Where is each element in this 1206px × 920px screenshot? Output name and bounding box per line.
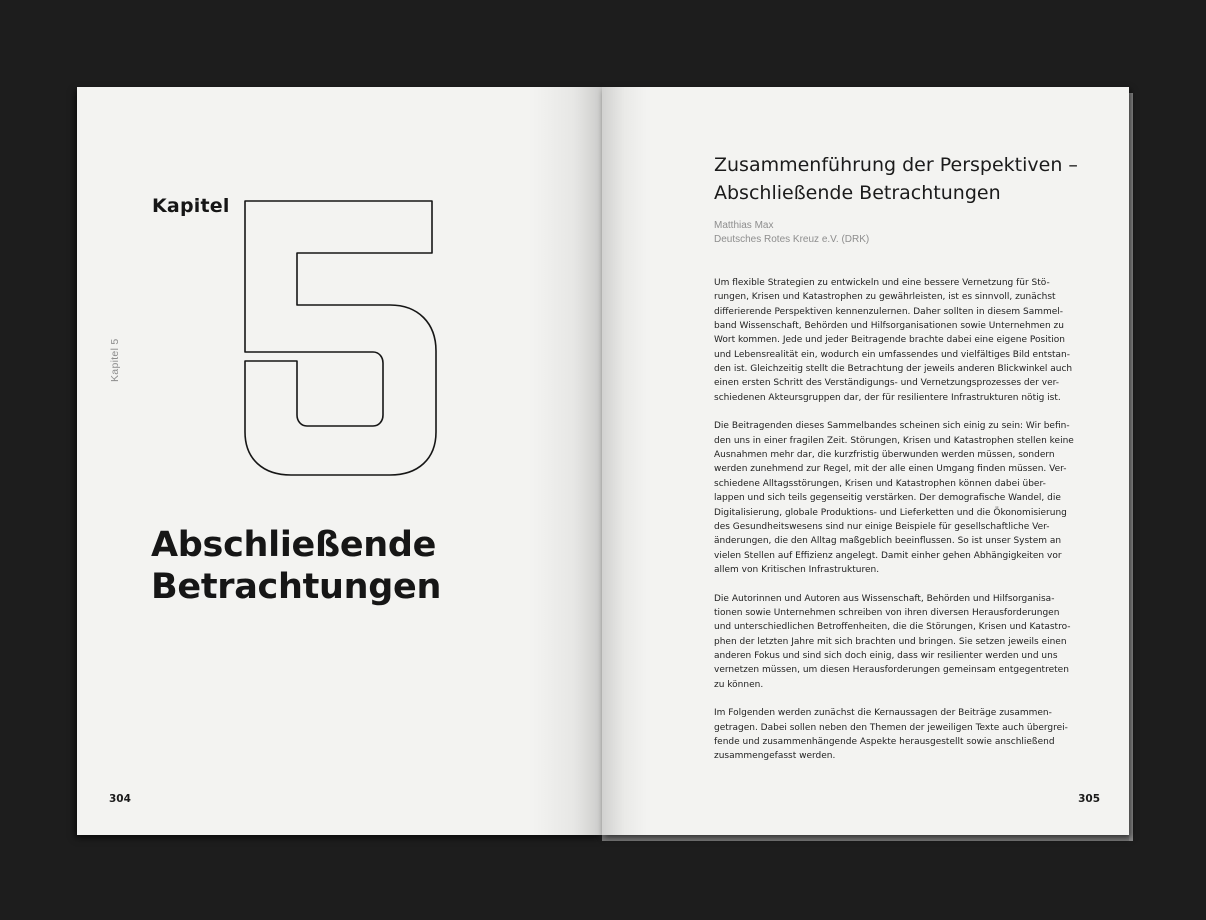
body-line: Die Beitragenden dieses Sammelbandes scheinen sich einig zu sein: Wir befin- [714,421,1070,432]
body-line: den ist. Gleichzeitig stellt die Betrachtung der jeweils anderen Blickwinkel auch [714,364,1073,375]
body-line: Im Folgenden werden zunächst die Kernaussagen der Beiträge zusammen- [714,708,1052,719]
body-line: und unterschiedlichen Betroffenheiten, die die Störungen, Krisen und Katastro- [714,622,1071,633]
author-name: Matthias Max [714,220,774,231]
article-title [714,151,1114,207]
body-line: allem von Kritischen Infrastrukturen. [714,564,880,575]
body-line: vielen Stellen auf Effizienz angelegt. Damit einher gehen Abhängigkeiten vor [714,550,1062,561]
body-line: band Wissenschaft, Behörden und Hilfsorganisationen sowie Unternehmen zu [714,321,1064,332]
body-line: lappen und sich teils gegenseitig verstärken. Der demografische Wandel, die [714,493,1061,504]
article-body [714,276,1109,778]
body-line: Die Autorinnen und Autoren aus Wissenschaft, Behörden und Hilfsorganisa- [714,593,1055,604]
left-page [77,87,602,835]
author-block [714,219,869,247]
chapter-number-outline [242,197,442,477]
outline-five-glyph [245,201,436,475]
body-line: zu können. [714,679,764,690]
page-number-left: 304 [109,793,131,805]
body-line: schiedene Alltagsstörungen, Krisen und Katastrophen können dabei über- [714,478,1046,489]
body-paragraph [714,276,1109,405]
body-line: änderungen, die den Alltag maßgeblich beeinflussen. So ist unser System an [714,536,1062,547]
body-line: vernetzen müssen, um diesen Herausforderungen gemeinsam entgegentreten [714,665,1069,676]
body-line: und Lebensrealität ein, wodurch ein umfassendes und vielfältiges Bild entstan- [714,349,1071,360]
page-stack-bottom [602,835,1133,841]
author-organization: Deutsches Rotes Kreuz e.V. (DRK) [714,234,870,245]
body-line: getragen. Dabei sollen neben den Themen der jeweiligen Texte auch übergrei- [714,722,1068,733]
body-line: Ausnahmen mehr dar, die kurzfristig überwunden werden müssen, sondern [714,450,1055,461]
body-line: des Gesundheitswesens sind nur einige Beispiele für gesellschaftliche Ver- [714,521,1050,532]
article-title-line: Abschließende Betrachtungen [714,182,1001,204]
body-line: phen der letzten Jahre mit sich brachten und bringen. Sie setzen jeweils einen [714,636,1067,647]
article-title-line: Zusammenführung der Perspektiven – [714,154,1078,176]
body-line: Um flexible Strategien zu entwickeln und eine bessere Vernetzung für Stö- [714,278,1050,288]
page-stack-edge [1129,93,1133,841]
body-line: rungen, Krisen und Katastrophen zu gewährleisten, ist es sinnvoll, zunächst [714,292,1056,303]
chapter-title-line: Abschließende [151,525,437,565]
page-number-right: 305 [1078,793,1100,805]
body-line: einen ersten Schritt des Verständigungs- und Vernetzungsprozesses der ver- [714,378,1059,389]
body-paragraph [714,419,1109,577]
body-line: tionen sowie Unternehmen schreiben von ihren diversen Herausforderungen [714,607,1060,618]
body-line: Wort kommen. Jede und jeder Beitragende brachte dabei eine eigene Position [714,335,1065,346]
body-line: anderen Fokus und sind sich doch einig, dass wir resilienter werden und uns [714,650,1058,661]
body-line: Digitalisierung, globale Produktions- und Lieferketten und die Ökonomisierung [714,507,1067,518]
body-line: zusammengefasst werden. [714,751,836,762]
chapter-label: Kapitel [152,195,230,217]
body-paragraph [714,592,1109,692]
body-paragraph [714,706,1109,763]
body-line: differierende Perspektiven kennenzulernen. Daher sollten in diesem Sammel- [714,306,1064,317]
body-line: den uns in einer fragilen Zeit. Störungen, Krisen und Katastrophen stellen keine [714,435,1074,446]
body-line: schiedenen Akteursgruppen dar, der für resilientere Infrastrukturen nötig ist. [714,392,1061,403]
body-line: werden zunehmend zur Regel, mit der alle einen Umgang finden müssen. Ver- [714,464,1067,475]
vertical-chapter-label: Kapitel 5 [109,338,121,382]
chapter-title-line: Betrachtungen [151,567,442,607]
chapter-title [151,524,571,608]
book-spread [77,87,1129,835]
body-line: fende und zusammenhängende Aspekte herausgestellt sowie anschließend [714,737,1055,747]
right-page [602,87,1129,835]
